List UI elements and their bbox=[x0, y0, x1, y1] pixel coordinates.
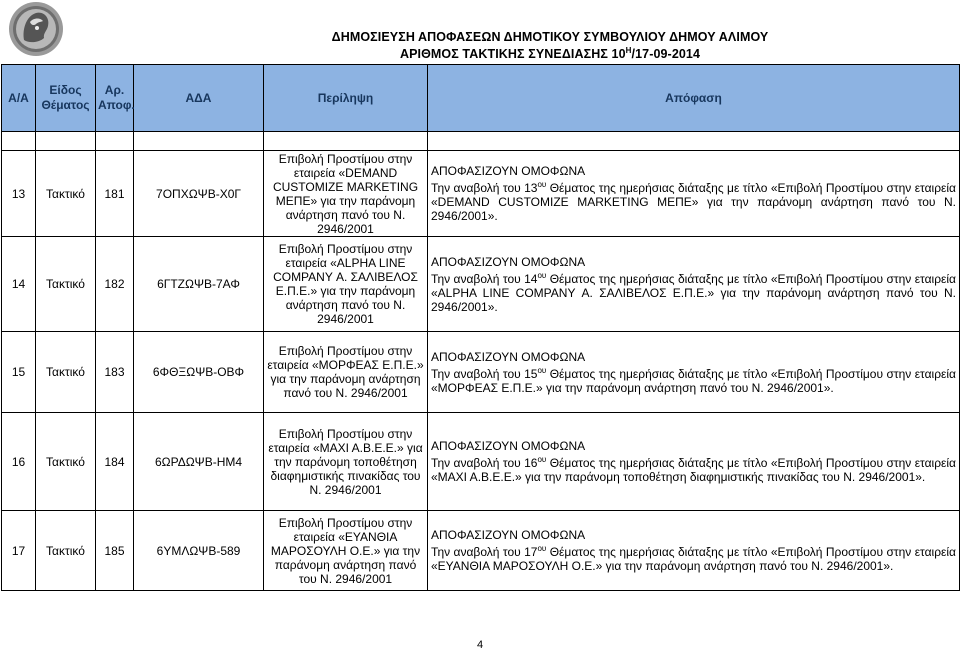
row-ada: 6ΥΜΛΩΨΒ-589 bbox=[134, 511, 264, 591]
row-decision-number: 185 bbox=[96, 511, 134, 591]
row-decision bbox=[428, 413, 960, 511]
decision-heading: ΑΠΟΦΑΣΙΖΟΥΝ ΟΜΟΦΩΝΑ bbox=[431, 349, 586, 364]
decision-text: Την αναβολή του $15^{o\upsilon}$ Θέματος της ημερήσιας διάταξης με τίτλο «Επιβολή Προστίμου στην εταιρεία «ΜΟΡΦΕΑΣ Ε.Π.Ε.» για την παράνομη ανάρτηση πανό του Ν. 2946/2001». bbox=[431, 365, 956, 395]
row-ada: 7ΟΠΧΩΨΒ-Χ0Γ bbox=[134, 151, 264, 237]
page-number: 4 bbox=[476, 639, 484, 651]
row-decision bbox=[428, 332, 960, 413]
row-decision-number: 181 bbox=[96, 151, 134, 237]
row-aa: 14 bbox=[2, 237, 36, 332]
row-aa: 16 bbox=[2, 413, 36, 511]
row-summary: Επιβολή Προστίμου στην εταιρεία «ALPHA LINE COMPANY Α. ΣΑΛΙΒΕΛΟΣ Ε.Π.Ε.» για την παράνομη ανάρτηση πανό του Ν. 2946/2001 bbox=[264, 237, 428, 332]
decision-heading: ΑΠΟΦΑΣΙΖΟΥΝ ΟΜΟΦΩΝΑ bbox=[431, 528, 586, 542]
row-type: Τακτικό bbox=[36, 413, 96, 511]
row-decision bbox=[428, 237, 960, 332]
row-ada: 6ΓΤΖΩΨΒ-7ΑΦ bbox=[134, 237, 264, 332]
row-decision-number: 182 bbox=[96, 237, 134, 332]
decision-heading: ΑΠΟΦΑΣΙΖΟΥΝ ΟΜΟΦΩΝΑ bbox=[431, 254, 586, 269]
decision-heading: ΑΠΟΦΑΣΙΖΟΥΝ ΟΜΟΦΩΝΑ bbox=[431, 439, 586, 453]
row-decision-number: 183 bbox=[96, 332, 134, 413]
row-decision-number: 184 bbox=[96, 413, 134, 511]
row-ada: 6ΩΡΔΩΨΒ-ΗΜ4 bbox=[134, 413, 264, 511]
table-row bbox=[2, 511, 960, 591]
row-ada: 6ΦΘΞΩΨΒ-ΟΒΦ bbox=[134, 332, 264, 413]
table-row bbox=[2, 151, 960, 237]
col-header-decision: Απόφαση bbox=[428, 65, 960, 132]
table-header-row bbox=[2, 65, 960, 132]
decision-text: Την αναβολή του $13^{o\upsilon}$ Θέματος της ημερήσιας διάταξης με τίτλο «Επιβολή Προστίμου στην εταιρεία «DEMAND CUSTOMIZE MARKETING ΜΕΠΕ» για την παράνομη ανάρτηση πανό του Ν. 2946/2001». bbox=[431, 180, 956, 223]
row-summary: Επιβολή Προστίμου στην εταιρεία «ΜΟΡΦΕΑΣ Ε.Π.Ε.» για την παράνομη ανάρτηση πανό του Ν. 2946/2001 bbox=[264, 332, 428, 413]
row-type: Τακτικό bbox=[36, 151, 96, 237]
table-row bbox=[2, 332, 960, 413]
col-header-summary: Περίληψη bbox=[264, 65, 428, 132]
header-spacer-row bbox=[2, 132, 960, 151]
row-aa: 17 bbox=[2, 511, 36, 591]
row-type: Τακτικό bbox=[36, 237, 96, 332]
municipality-coin-logo bbox=[0, 0, 68, 58]
col-header-ada: ΑΔΑ bbox=[134, 65, 264, 132]
row-type: Τακτικό bbox=[36, 332, 96, 413]
table-row bbox=[2, 413, 960, 511]
row-aa: 15 bbox=[2, 332, 36, 413]
row-decision bbox=[428, 511, 960, 591]
col-header-decision-number: Αρ. Αποφ. bbox=[96, 65, 134, 132]
col-header-type: Είδος Θέματος bbox=[36, 65, 96, 132]
row-summary: Επιβολή Προστίμου στην εταιρεία «ΕΥΑΝΘΙΑ ΜΑΡΟΣΟΥΛΗ Ο.Ε.» για την παράνομη ανάρτηση πανό του Ν. 2946/2001 bbox=[264, 511, 428, 591]
document-title: ΔΗΜΟΣΙΕΥΣΗ ΑΠΟΦΑΣΕΩΝ ΔΗΜΟΤΙΚΟΥ ΣΥΜΒΟΥΛΙΟΥ ΔΗΜΟΥ ΑΛΙΜΟΥ bbox=[331, 30, 769, 44]
session-subtitle: ΑΡΙΘΜΟΣ ΤΑΚΤΙΚΗΣ ΣΥΝΕΔΙΑΣΗΣ $10^H/17-09-2014$ bbox=[399, 46, 701, 62]
row-aa: 13 bbox=[2, 151, 36, 237]
row-type: Τακτικό bbox=[36, 511, 96, 591]
row-summary: Επιβολή Προστίμου στην εταιρεία «DEMAND CUSTOMIZE MARKETING ΜΕΠΕ» για την παράνομη ανάρτηση πανό του Ν. 2946/2001 bbox=[264, 151, 428, 237]
decision-text: Την αναβολή του $14^{o\upsilon}$ Θέματος της ημερήσιας διάταξης με τίτλο «Επιβολή Προστίμου στην εταιρεία «ALPHA LINE COMPANY Α. ΣΑΛΙΒΕΛΟΣ Ε.Π.Ε.» για την παράνομη ανάρτηση πανό του Ν. 2946/2001». bbox=[431, 270, 956, 314]
decisions-table bbox=[1, 64, 960, 591]
row-summary: Επιβολή Προστίμου στην εταιρεία «ΜΑΧΙ Α.Β.Ε.Ε.» για την παράνομη τοποθέτηση διαφημιστικής πινακίδας του Ν. 2946/2001 bbox=[264, 413, 428, 511]
row-decision bbox=[428, 151, 960, 237]
table-row bbox=[2, 237, 960, 332]
col-header-aa: Α/Α bbox=[2, 65, 36, 132]
decision-text: Την αναβολή του $16^{o\upsilon}$ Θέματος της ημερήσιας διάταξης με τίτλο «Επιβολή Προστίμου στην εταιρεία «ΜΑΧΙ Α.Β.Ε.Ε.» για την παράνομη τοποθέτηση διαφημιστικής πινακίδας του Ν. 2946/2001». bbox=[431, 455, 956, 484]
decision-text: Την αναβολή του $17^{o\upsilon}$ Θέματος της ημερήσιας διάταξης με τίτλο «Επιβολή Προστίμου στην εταιρεία «ΕΥΑΝΘΙΑ ΜΑΡΟΣΟΥΛΗ Ο.Ε.» για την παράνομη ανάρτηση πανό του Ν. 2946/2001». bbox=[431, 544, 956, 573]
decision-heading: ΑΠΟΦΑΣΙΖΟΥΝ ΟΜΟΦΩΝΑ bbox=[431, 164, 586, 178]
